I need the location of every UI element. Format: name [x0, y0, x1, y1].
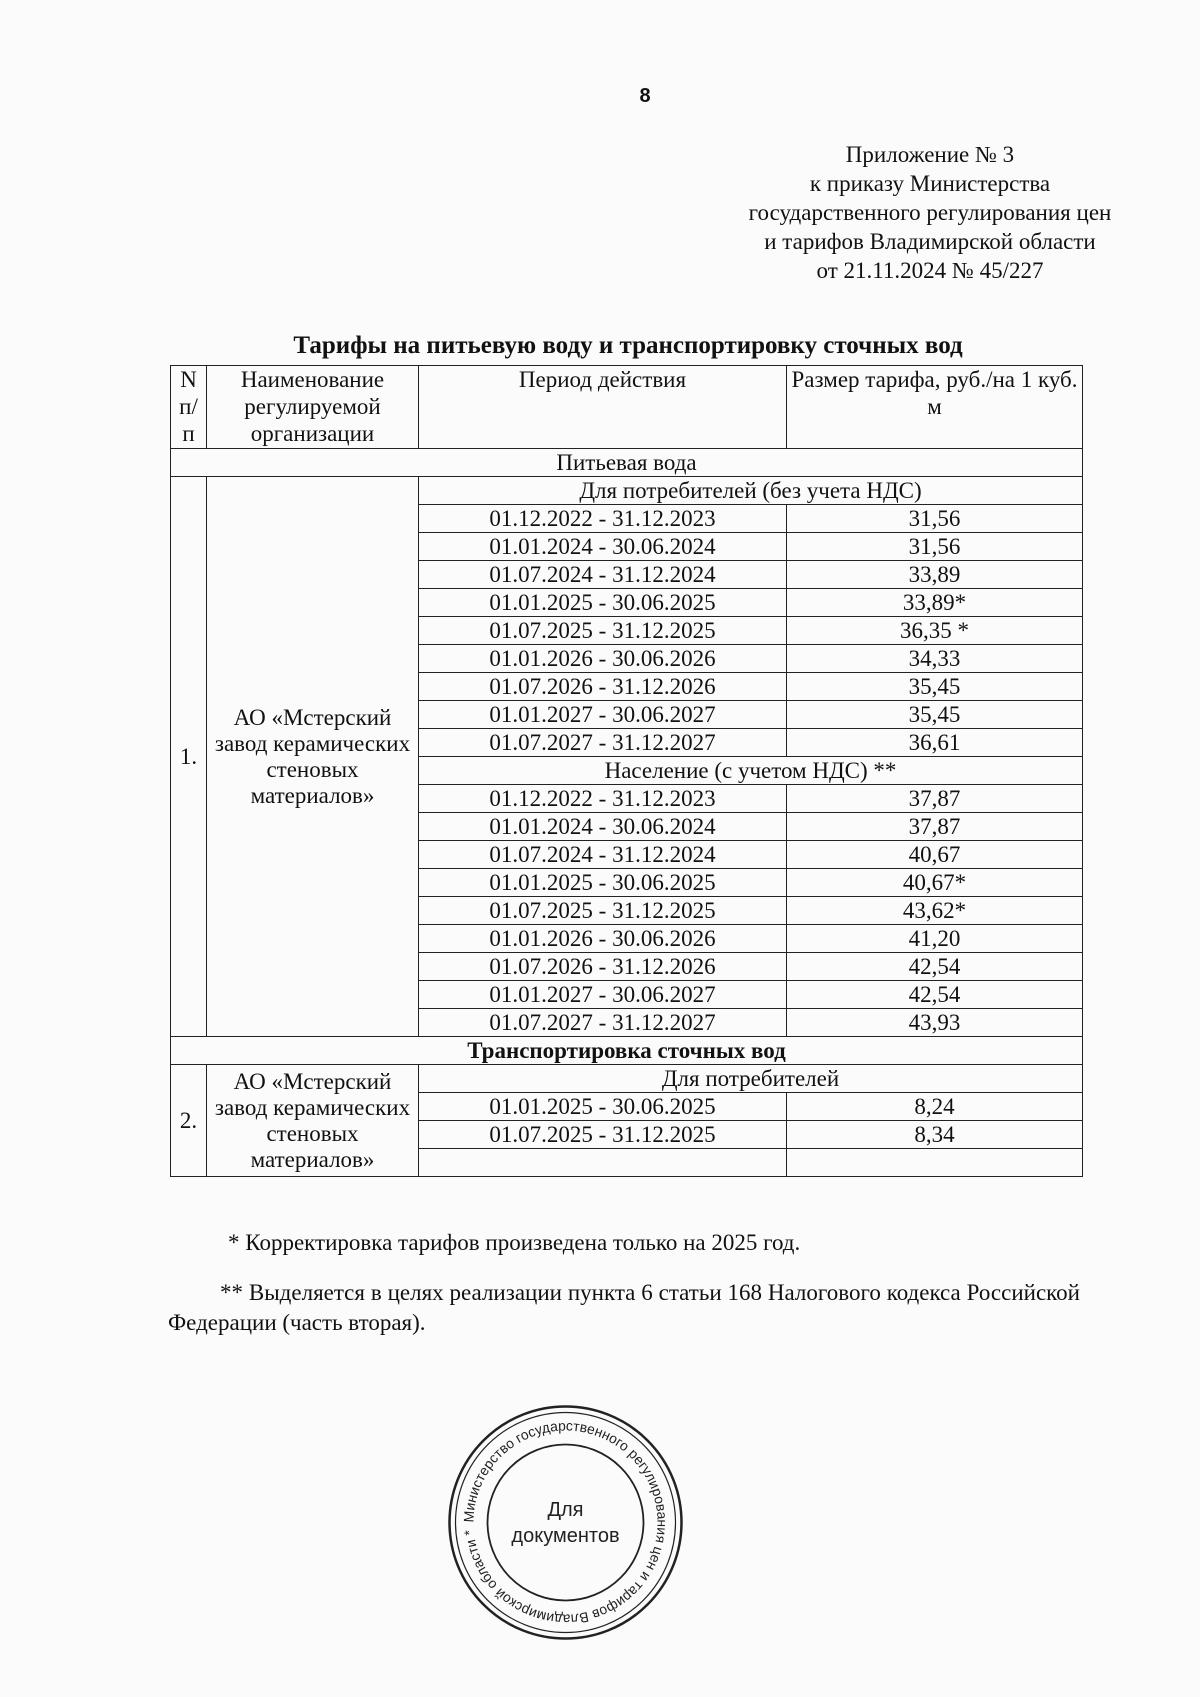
period-cell: 01.07.2024 - 31.12.2024 — [419, 561, 787, 589]
stamp-ring-text: Министерство государственного регулирования цен и тарифов Владимирской области * — [460, 1417, 671, 1628]
period-cell: 01.01.2024 - 30.06.2024 — [419, 533, 787, 561]
appendix-line-5: от 21.11.2024 № 45/227 — [816, 258, 1044, 283]
section-wastewater — [171, 1037, 1083, 1177]
tariff-value-cell: 36,35 * — [787, 617, 1083, 645]
period-cell: 01.01.2025 - 30.06.2025 — [419, 1093, 787, 1121]
period-cell: 01.01.2026 - 30.06.2026 — [419, 645, 787, 673]
group-title: Для потребителей (без учета НДС) — [419, 477, 1083, 505]
appendix-line-1: Приложение № 3 — [845, 142, 1015, 167]
period-cell: 01.12.2022 - 31.12.2023 — [419, 785, 787, 813]
header-org: Наименование регулируемой организации — [207, 366, 419, 449]
stamp-inner-ring — [488, 1445, 644, 1601]
period-cell: 01.07.2025 - 31.12.2025 — [419, 1121, 787, 1149]
period-cell: 01.01.2026 - 30.06.2026 — [419, 925, 787, 953]
tariff-value-cell: 8,34 — [787, 1121, 1083, 1149]
tariff-value-cell: 31,56 — [787, 505, 1083, 533]
group-title-row — [171, 1065, 1083, 1093]
period-cell: 01.07.2027 - 31.12.2027 — [419, 1009, 787, 1037]
appendix-header — [700, 140, 1160, 285]
section-title-row — [171, 1037, 1083, 1065]
tariff-value-cell: 42,54 — [787, 981, 1083, 1009]
tariff-table — [170, 365, 1083, 1177]
tariff-value-cell: 33,89* — [787, 589, 1083, 617]
tariff-value-cell: 36,61 — [787, 729, 1083, 757]
stamp-center-line-1: Для — [547, 1499, 584, 1521]
table-header-row — [171, 366, 1083, 449]
group-title: Для потребителей — [419, 1065, 1083, 1093]
period-cell: 01.07.2026 - 31.12.2026 — [419, 673, 787, 701]
section-title-row — [171, 449, 1083, 477]
appendix-line-3: государственного регулирования цен — [748, 200, 1112, 225]
organization-name: АО «Мстерский завод керамических стеновых материалов» — [207, 1065, 419, 1177]
period-cell: 01.07.2024 - 31.12.2024 — [419, 841, 787, 869]
section-title: Питьевая вода — [171, 449, 1083, 477]
document-title: Тарифы на питьевую воду и транспортировку сточных вод — [293, 332, 963, 359]
row-number: 2. — [171, 1065, 207, 1177]
tariff-value-cell: 35,45 — [787, 701, 1083, 729]
page-number: 8 — [639, 85, 651, 107]
tariff-value-cell: 8,24 — [787, 1093, 1083, 1121]
stamp-mid-ring — [456, 1413, 676, 1633]
tariff-value-cell: 37,87 — [787, 785, 1083, 813]
official-stamp — [443, 1400, 688, 1645]
tariff-value-cell: 43,93 — [787, 1009, 1083, 1037]
organization-name: АО «Мстерский завод керамических стеновых материалов» — [207, 477, 419, 1037]
tariff-value-cell: 40,67* — [787, 869, 1083, 897]
period-cell: 01.07.2027 - 31.12.2027 — [419, 729, 787, 757]
tariff-value-cell: 43,62* — [787, 897, 1083, 925]
section-title: Транспортировка сточных вод — [171, 1037, 1083, 1065]
footnote-1: * Корректировка тарифов произведена только на 2025 год. — [228, 1230, 801, 1255]
appendix-line-2: к приказу Министерства — [809, 171, 1051, 196]
tariff-value-cell: 35,45 — [787, 673, 1083, 701]
stamp-center-line-2: документов — [511, 1525, 620, 1547]
tariff-value-cell: 40,67 — [787, 841, 1083, 869]
row-number: 1. — [171, 477, 207, 1037]
period-cell: 01.07.2025 - 31.12.2025 — [419, 617, 787, 645]
period-cell: 01.01.2025 - 30.06.2025 — [419, 869, 787, 897]
header-num: N п/п — [171, 366, 207, 449]
appendix-line-4: и тарифов Владимирской области — [764, 229, 1096, 254]
group-title: Население (с учетом НДС) ** — [419, 757, 1083, 785]
tariff-value-cell: 31,56 — [787, 533, 1083, 561]
group-title-row — [171, 477, 1083, 505]
period-cell: 01.01.2027 - 30.06.2027 — [419, 981, 787, 1009]
footnotes — [168, 1228, 1080, 1338]
footnote-2: ** Выделяется в целях реализации пункта 6 статьи 168 Налогового кодекса Российской Федерации (часть вторая). — [168, 1280, 1080, 1335]
period-cell: 01.12.2022 - 31.12.2023 — [419, 505, 787, 533]
period-cell: 01.07.2026 - 31.12.2026 — [419, 953, 787, 981]
tariff-value-cell: 34,33 — [787, 645, 1083, 673]
empty-cell — [419, 1149, 787, 1177]
period-cell: 01.07.2025 - 31.12.2025 — [419, 897, 787, 925]
section-drinking-water — [171, 449, 1083, 1037]
period-cell: 01.01.2024 - 30.06.2024 — [419, 813, 787, 841]
header-tariff: Размер тарифа, руб./на 1 куб. м — [787, 366, 1083, 449]
stamp-outer-ring — [450, 1407, 682, 1639]
header-period: Период действия — [419, 366, 787, 449]
tariff-value-cell: 41,20 — [787, 925, 1083, 953]
tariff-value-cell: 42,54 — [787, 953, 1083, 981]
empty-cell — [787, 1149, 1083, 1177]
tariff-value-cell: 33,89 — [787, 561, 1083, 589]
period-cell: 01.01.2027 - 30.06.2027 — [419, 701, 787, 729]
tariff-value-cell: 37,87 — [787, 813, 1083, 841]
period-cell: 01.01.2025 - 30.06.2025 — [419, 589, 787, 617]
